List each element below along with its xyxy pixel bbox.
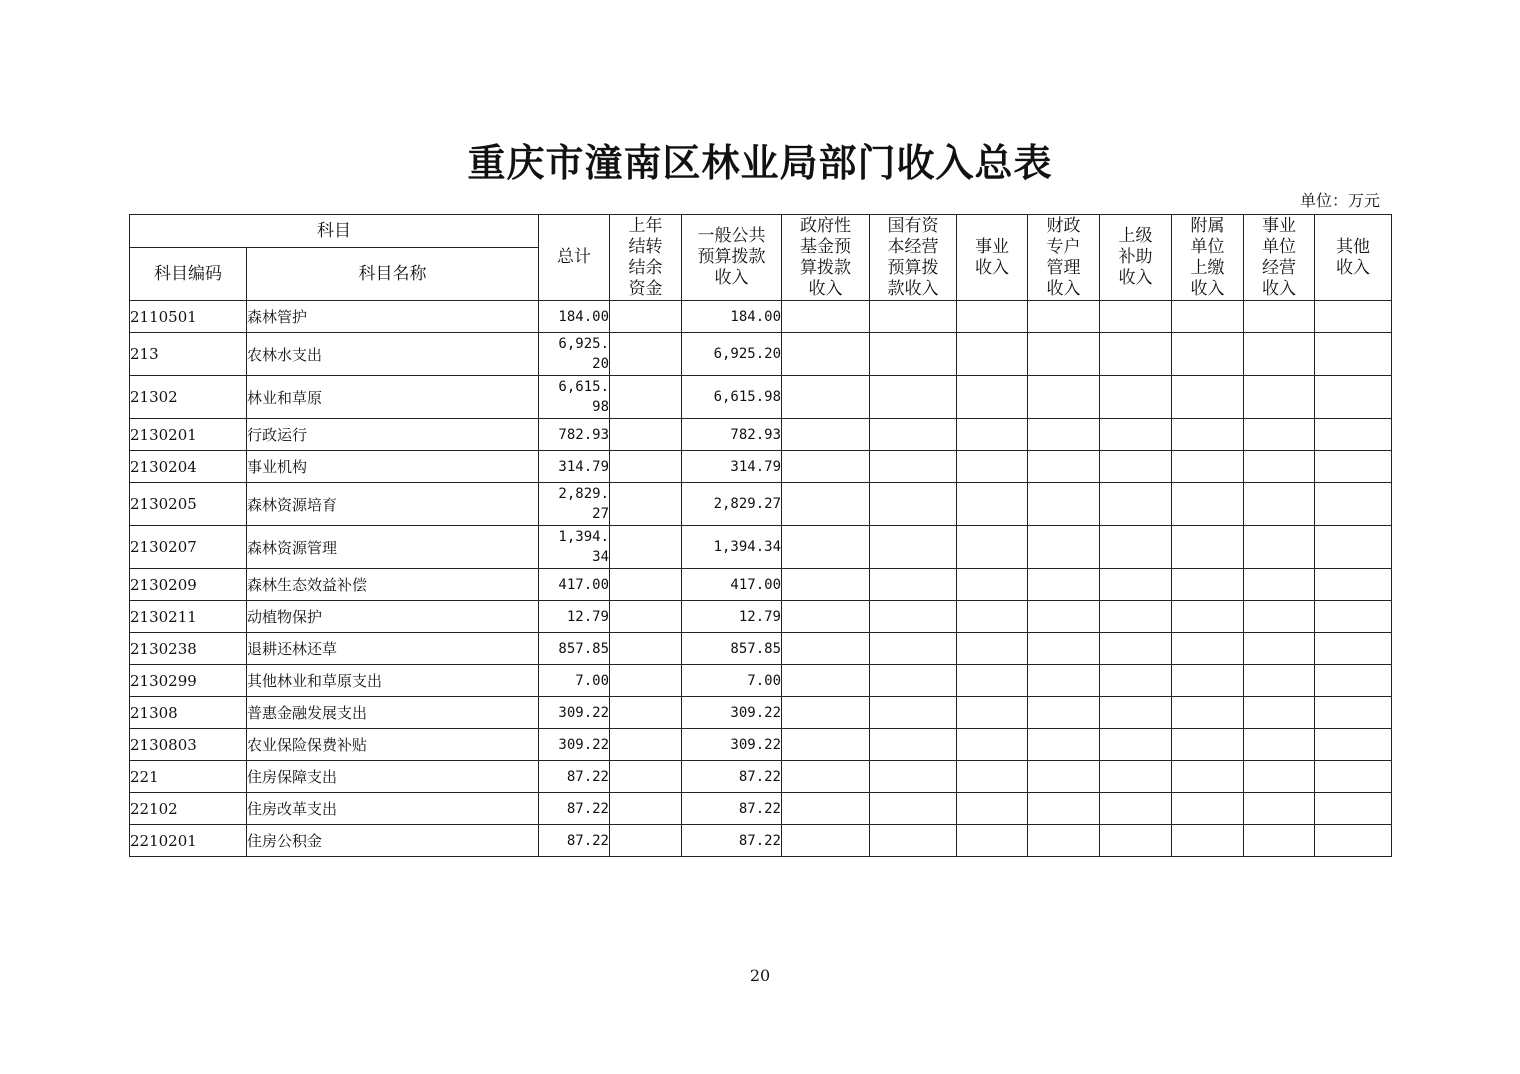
cell-superior-subsidy [1100, 451, 1172, 483]
cell-other-income [1315, 483, 1392, 526]
cell-total: 184.00 [539, 301, 610, 333]
cell-general-budget: 309.22 [682, 697, 782, 729]
table-row [130, 793, 1392, 825]
cell-state-capital [870, 526, 957, 569]
cell-business-operation [1244, 665, 1315, 697]
header-business-income: 事业 收入 [957, 215, 1028, 301]
header-name: 科目名称 [247, 248, 539, 301]
cell-general-budget: 87.22 [682, 825, 782, 857]
cell-name: 其他林业和草原支出 [247, 665, 539, 697]
cell-business-income [957, 376, 1028, 419]
cell-state-capital [870, 601, 957, 633]
header-gov-fund: 政府性 基金预 算拨款 收入 [782, 215, 870, 301]
cell-other-income [1315, 601, 1392, 633]
cell-code: 2130238 [130, 633, 247, 665]
page-title: 重庆市潼南区林业局部门收入总表 [467, 140, 1053, 185]
cell-state-capital [870, 729, 957, 761]
cell-gov-fund [782, 333, 870, 376]
cell-business-operation [1244, 526, 1315, 569]
table-row [130, 601, 1392, 633]
cell-state-capital [870, 483, 957, 526]
cell-superior-subsidy [1100, 601, 1172, 633]
cell-gov-fund [782, 301, 870, 333]
cell-business-operation [1244, 483, 1315, 526]
cell-superior-subsidy [1100, 825, 1172, 857]
cell-carryover [610, 569, 682, 601]
cell-total: 314.79 [539, 451, 610, 483]
cell-other-income [1315, 825, 1392, 857]
cell-gov-fund [782, 601, 870, 633]
cell-code: 2110501 [130, 301, 247, 333]
cell-special-account [1028, 451, 1100, 483]
cell-code: 2130204 [130, 451, 247, 483]
cell-affiliate-remit [1172, 601, 1244, 633]
cell-gov-fund [782, 633, 870, 665]
cell-carryover [610, 665, 682, 697]
cell-total: 2,829. 27 [539, 483, 610, 526]
cell-gov-fund [782, 761, 870, 793]
cell-business-income [957, 633, 1028, 665]
cell-business-income [957, 697, 1028, 729]
cell-total: 309.22 [539, 697, 610, 729]
cell-business-income [957, 825, 1028, 857]
cell-code: 2130209 [130, 569, 247, 601]
cell-carryover [610, 729, 682, 761]
table-row [130, 419, 1392, 451]
table-row [130, 569, 1392, 601]
cell-total: 417.00 [539, 569, 610, 601]
cell-special-account [1028, 793, 1100, 825]
cell-special-account [1028, 376, 1100, 419]
cell-business-operation [1244, 697, 1315, 729]
cell-special-account [1028, 301, 1100, 333]
cell-special-account [1028, 729, 1100, 761]
table-row [130, 483, 1392, 526]
cell-general-budget: 314.79 [682, 451, 782, 483]
table-row [130, 761, 1392, 793]
cell-gov-fund [782, 825, 870, 857]
cell-gov-fund [782, 697, 870, 729]
cell-carryover [610, 601, 682, 633]
cell-business-operation [1244, 633, 1315, 665]
cell-total: 1,394. 34 [539, 526, 610, 569]
cell-affiliate-remit [1172, 761, 1244, 793]
cell-name: 行政运行 [247, 419, 539, 451]
cell-gov-fund [782, 483, 870, 526]
cell-total: 87.22 [539, 825, 610, 857]
cell-business-income [957, 333, 1028, 376]
header-state-capital: 国有资 本经营 预算拨 款收入 [870, 215, 957, 301]
cell-affiliate-remit [1172, 526, 1244, 569]
cell-code: 2130201 [130, 419, 247, 451]
cell-state-capital [870, 633, 957, 665]
table-body [130, 301, 1392, 857]
cell-gov-fund [782, 793, 870, 825]
cell-business-operation [1244, 376, 1315, 419]
cell-business-income [957, 526, 1028, 569]
cell-carryover [610, 526, 682, 569]
unit-label: 单位：万元 [1299, 191, 1380, 210]
cell-superior-subsidy [1100, 333, 1172, 376]
cell-affiliate-remit [1172, 633, 1244, 665]
cell-gov-fund [782, 451, 870, 483]
cell-code: 2130205 [130, 483, 247, 526]
cell-superior-subsidy [1100, 483, 1172, 526]
cell-state-capital [870, 665, 957, 697]
cell-affiliate-remit [1172, 569, 1244, 601]
cell-business-operation [1244, 419, 1315, 451]
header-code: 科目编码 [130, 248, 247, 301]
cell-total: 857.85 [539, 633, 610, 665]
cell-business-income [957, 665, 1028, 697]
cell-general-budget: 782.93 [682, 419, 782, 451]
cell-code: 221 [130, 761, 247, 793]
cell-superior-subsidy [1100, 761, 1172, 793]
cell-total: 309.22 [539, 729, 610, 761]
cell-affiliate-remit [1172, 419, 1244, 451]
cell-carryover [610, 761, 682, 793]
cell-special-account [1028, 665, 1100, 697]
table-row [130, 697, 1392, 729]
cell-total: 87.22 [539, 761, 610, 793]
cell-general-budget: 12.79 [682, 601, 782, 633]
cell-affiliate-remit [1172, 333, 1244, 376]
table-row [130, 825, 1392, 857]
table-row [130, 301, 1392, 333]
cell-name: 住房改革支出 [247, 793, 539, 825]
cell-code: 21302 [130, 376, 247, 419]
cell-carryover [610, 697, 682, 729]
cell-business-income [957, 601, 1028, 633]
cell-other-income [1315, 451, 1392, 483]
cell-carryover [610, 451, 682, 483]
cell-name: 退耕还林还草 [247, 633, 539, 665]
cell-general-budget: 2,829.27 [682, 483, 782, 526]
cell-affiliate-remit [1172, 697, 1244, 729]
cell-gov-fund [782, 665, 870, 697]
cell-state-capital [870, 376, 957, 419]
cell-business-operation [1244, 451, 1315, 483]
cell-code: 2210201 [130, 825, 247, 857]
cell-state-capital [870, 419, 957, 451]
cell-superior-subsidy [1100, 633, 1172, 665]
cell-special-account [1028, 825, 1100, 857]
cell-other-income [1315, 729, 1392, 761]
cell-carryover [610, 301, 682, 333]
cell-carryover [610, 419, 682, 451]
cell-business-income [957, 301, 1028, 333]
cell-superior-subsidy [1100, 665, 1172, 697]
cell-business-operation [1244, 601, 1315, 633]
page-number: 20 [749, 966, 771, 985]
cell-general-budget: 857.85 [682, 633, 782, 665]
header-superior-subsidy: 上级 补助 收入 [1100, 215, 1172, 301]
cell-name: 森林资源培育 [247, 483, 539, 526]
cell-general-budget: 87.22 [682, 761, 782, 793]
cell-superior-subsidy [1100, 729, 1172, 761]
table-row [130, 665, 1392, 697]
cell-code: 213 [130, 333, 247, 376]
cell-other-income [1315, 526, 1392, 569]
cell-affiliate-remit [1172, 793, 1244, 825]
cell-superior-subsidy [1100, 793, 1172, 825]
cell-total: 7.00 [539, 665, 610, 697]
cell-business-income [957, 793, 1028, 825]
header-business-operation: 事业 单位 经营 收入 [1244, 215, 1315, 301]
cell-business-operation [1244, 729, 1315, 761]
cell-carryover [610, 825, 682, 857]
cell-name: 住房公积金 [247, 825, 539, 857]
cell-business-operation [1244, 569, 1315, 601]
cell-business-income [957, 729, 1028, 761]
cell-special-account [1028, 697, 1100, 729]
table-row [130, 633, 1392, 665]
cell-special-account [1028, 601, 1100, 633]
cell-business-income [957, 569, 1028, 601]
cell-code: 2130803 [130, 729, 247, 761]
header-subject-group: 科目 [130, 215, 539, 248]
cell-name: 普惠金融发展支出 [247, 697, 539, 729]
cell-special-account [1028, 761, 1100, 793]
cell-business-operation [1244, 333, 1315, 376]
cell-name: 住房保障支出 [247, 761, 539, 793]
cell-name: 森林生态效益补偿 [247, 569, 539, 601]
cell-state-capital [870, 569, 957, 601]
header-affiliate-remit: 附属 单位 上缴 收入 [1172, 215, 1244, 301]
cell-affiliate-remit [1172, 301, 1244, 333]
cell-superior-subsidy [1100, 419, 1172, 451]
cell-total: 6,925. 20 [539, 333, 610, 376]
cell-other-income [1315, 301, 1392, 333]
cell-state-capital [870, 301, 957, 333]
cell-general-budget: 7.00 [682, 665, 782, 697]
header-general-budget: 一般公共 预算拨款 收入 [682, 215, 782, 301]
cell-special-account [1028, 419, 1100, 451]
cell-business-income [957, 419, 1028, 451]
cell-gov-fund [782, 419, 870, 451]
table-row [130, 526, 1392, 569]
cell-code: 2130211 [130, 601, 247, 633]
cell-total: 782.93 [539, 419, 610, 451]
cell-general-budget: 6,615.98 [682, 376, 782, 419]
cell-business-operation [1244, 761, 1315, 793]
cell-other-income [1315, 793, 1392, 825]
cell-affiliate-remit [1172, 729, 1244, 761]
cell-affiliate-remit [1172, 665, 1244, 697]
cell-code: 21308 [130, 697, 247, 729]
cell-state-capital [870, 825, 957, 857]
table-row [130, 333, 1392, 376]
table-row [130, 376, 1392, 419]
cell-state-capital [870, 451, 957, 483]
cell-code: 2130299 [130, 665, 247, 697]
cell-special-account [1028, 333, 1100, 376]
cell-affiliate-remit [1172, 376, 1244, 419]
cell-business-income [957, 451, 1028, 483]
cell-carryover [610, 793, 682, 825]
cell-name: 森林资源管理 [247, 526, 539, 569]
cell-affiliate-remit [1172, 825, 1244, 857]
cell-carryover [610, 333, 682, 376]
cell-other-income [1315, 419, 1392, 451]
cell-gov-fund [782, 569, 870, 601]
cell-other-income [1315, 569, 1392, 601]
cell-business-operation [1244, 301, 1315, 333]
cell-business-operation [1244, 825, 1315, 857]
cell-gov-fund [782, 729, 870, 761]
cell-other-income [1315, 761, 1392, 793]
cell-gov-fund [782, 526, 870, 569]
cell-general-budget: 309.22 [682, 729, 782, 761]
cell-code: 22102 [130, 793, 247, 825]
cell-name: 森林管护 [247, 301, 539, 333]
cell-name: 动植物保护 [247, 601, 539, 633]
header-other-income: 其他 收入 [1315, 215, 1392, 301]
cell-name: 农业保险保费补贴 [247, 729, 539, 761]
cell-other-income [1315, 665, 1392, 697]
cell-state-capital [870, 793, 957, 825]
cell-business-income [957, 761, 1028, 793]
cell-gov-fund [782, 376, 870, 419]
cell-special-account [1028, 633, 1100, 665]
cell-total: 6,615. 98 [539, 376, 610, 419]
cell-state-capital [870, 697, 957, 729]
cell-total: 12.79 [539, 601, 610, 633]
cell-superior-subsidy [1100, 376, 1172, 419]
header-carryover: 上年 结转 结余 资金 [610, 215, 682, 301]
cell-carryover [610, 483, 682, 526]
cell-carryover [610, 633, 682, 665]
cell-name: 事业机构 [247, 451, 539, 483]
cell-total: 87.22 [539, 793, 610, 825]
cell-state-capital [870, 761, 957, 793]
cell-special-account [1028, 526, 1100, 569]
cell-other-income [1315, 697, 1392, 729]
cell-superior-subsidy [1100, 526, 1172, 569]
cell-code: 2130207 [130, 526, 247, 569]
cell-superior-subsidy [1100, 301, 1172, 333]
header-special-account: 财政 专户 管理 收入 [1028, 215, 1100, 301]
cell-general-budget: 417.00 [682, 569, 782, 601]
income-table [129, 214, 1392, 857]
cell-affiliate-remit [1172, 451, 1244, 483]
cell-general-budget: 1,394.34 [682, 526, 782, 569]
cell-other-income [1315, 333, 1392, 376]
cell-business-operation [1244, 793, 1315, 825]
cell-superior-subsidy [1100, 569, 1172, 601]
cell-carryover [610, 376, 682, 419]
cell-special-account [1028, 483, 1100, 526]
cell-business-income [957, 483, 1028, 526]
cell-general-budget: 6,925.20 [682, 333, 782, 376]
cell-general-budget: 87.22 [682, 793, 782, 825]
cell-affiliate-remit [1172, 483, 1244, 526]
table-row [130, 729, 1392, 761]
cell-special-account [1028, 569, 1100, 601]
cell-superior-subsidy [1100, 697, 1172, 729]
cell-general-budget: 184.00 [682, 301, 782, 333]
header-total: 总计 [539, 215, 610, 301]
cell-state-capital [870, 333, 957, 376]
cell-other-income [1315, 633, 1392, 665]
table-row [130, 451, 1392, 483]
cell-name: 林业和草原 [247, 376, 539, 419]
cell-name: 农林水支出 [247, 333, 539, 376]
cell-other-income [1315, 376, 1392, 419]
